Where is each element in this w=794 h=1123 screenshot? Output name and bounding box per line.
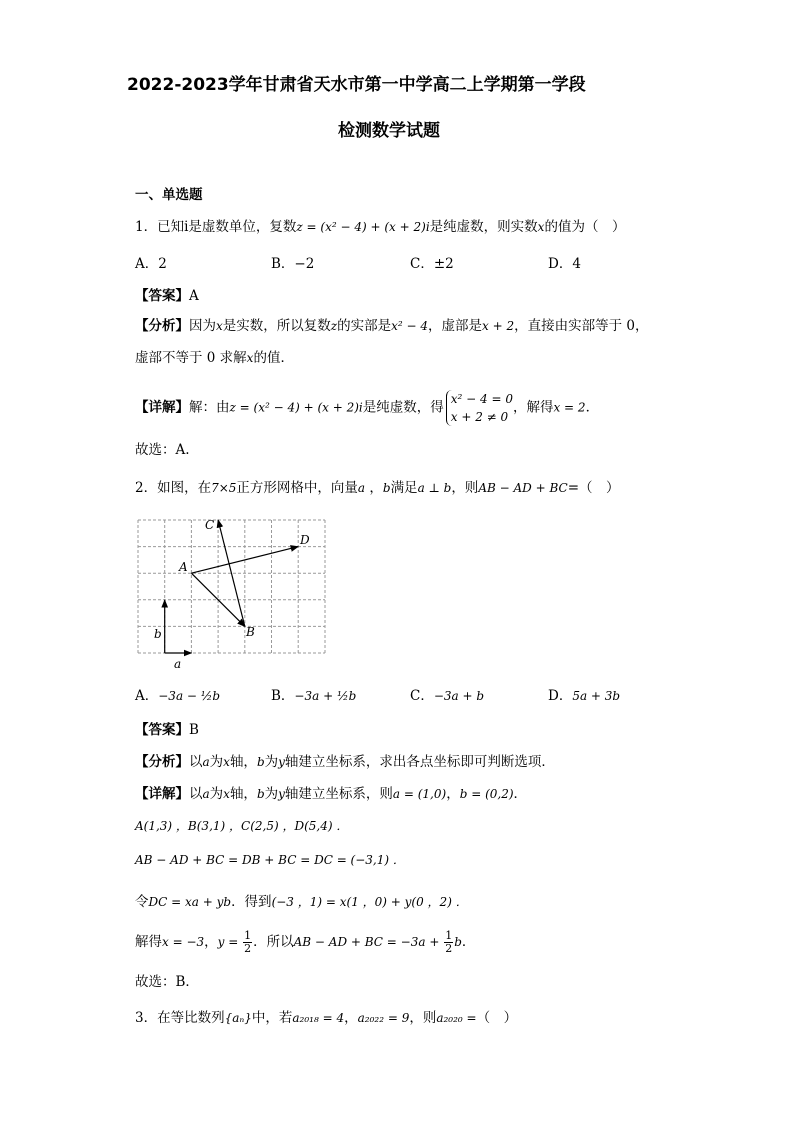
vector-label-a: a xyxy=(174,657,182,671)
q3-stem: 3．在等比数列{aₙ}中，若a₂₀₁₈ = 4，a₂₀₂₂ = 9，则a₂₀₂₀ =（ ） xyxy=(135,1010,518,1026)
q1-stem: 1．已知i是虚数单位，复数z = (x² − 4) + (x + 2)i是纯虚数，则实数x的值为（ ） xyxy=(135,219,626,235)
q1-analysis-line2: 虚部不等于 0 求解x的值． xyxy=(135,350,294,366)
q2-stem: 2．如图，在7×5正方形网格中，向量a ，b满足a ⊥ b，则AB − AD + BC=（ ） xyxy=(135,480,620,496)
q1-equation-system: x² − 4 = 0 x + 2 ≠ 0 xyxy=(446,390,513,426)
doc-title-line1: 2022-2023学年甘肃省天水市第一中学高二上学期第一学段 xyxy=(127,75,586,95)
q2-option-b: B．−3a + ½b xyxy=(271,688,357,704)
grid-lines xyxy=(138,520,325,653)
point-label-A: A xyxy=(179,560,188,574)
q1-option-b: B．−2 xyxy=(271,256,315,272)
point-label-C: C xyxy=(205,518,215,532)
q2-choose: 故选：B． xyxy=(135,974,199,990)
q2-option-c: C．−3a + b xyxy=(410,688,485,704)
q2-grid-figure xyxy=(130,512,335,672)
q1-answer: 【答案】A xyxy=(135,288,199,304)
q2-answer: 【答案】B xyxy=(135,722,199,738)
doc-title-line2: 检测数学试题 xyxy=(338,121,440,141)
q1-option-a: A．2 xyxy=(135,256,167,272)
q2-solve-line: 解得x = −3，y = $\frac{1}{2}$ ．所以AB − AD + BC = −3a + $\frac{1}{2}$ b． xyxy=(135,929,476,955)
q2-let-line: 令DC = xa + yb．得到(−3 ，1) = x(1 ，0) + y(0 ，2) ． xyxy=(135,894,468,910)
q2-option-d: D．5a + 3b xyxy=(548,688,621,704)
q1-option-d: D．4 xyxy=(548,256,581,272)
q1-choose: 故选：A. xyxy=(135,442,190,458)
section-heading: 一、单选题 xyxy=(135,187,203,203)
vector-label-b: b xyxy=(154,627,162,641)
point-label-B: B xyxy=(246,625,255,639)
q2-vector-line: AB − AD + BC = DB + BC = DC = (−3,1) ． xyxy=(135,853,405,867)
q1-detail: 【详解】解：由z = (x² − 4) + (x + 2)i是纯虚数，得 x² − 4 = 0 x + 2 ≠ 0 ，解得x = 2． xyxy=(135,392,600,424)
q2-detail: 【详解】以a为x轴，b为y轴建立坐标系，则a = (1,0)，b = (0,2)． xyxy=(135,786,528,802)
q2-analysis: 【分析】以a为x轴，b为y轴建立坐标系，求出各点坐标即可判断选项． xyxy=(135,754,555,770)
point-label-D: D xyxy=(300,533,310,547)
q1-option-c: C．±2 xyxy=(410,256,454,272)
q1-analysis-line1: 【分析】因为x是实数，所以复数z的实部是x² − 4，虚部是x + 2，直接由实部等于 0， xyxy=(135,318,649,334)
q2-coords: A(1,3) ，B(3,1) ，C(2,5) ，D(5,4) ． xyxy=(135,819,349,833)
q2-option-a: A．−3a − ½b xyxy=(135,688,221,704)
